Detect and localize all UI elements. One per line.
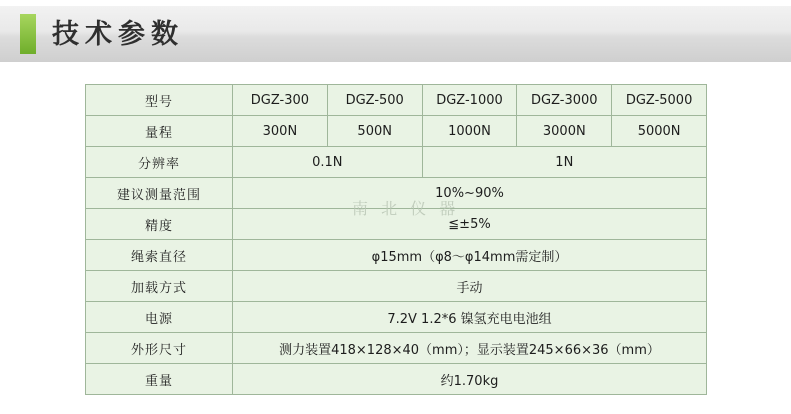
watermark-text: 南 北 仪 器 <box>352 199 460 218</box>
row-label: 绳索直径 <box>86 240 233 271</box>
table-cell: 3000N <box>517 116 612 147</box>
row-label: 外形尺寸 <box>86 333 233 364</box>
page-header <box>0 6 791 62</box>
table-cell: 测力装置418×128×40（mm）；显示装置245×66×36（mm） <box>233 333 707 364</box>
table-row <box>86 302 707 333</box>
table-row <box>86 271 707 302</box>
header-accent-bar <box>20 14 36 54</box>
table-cell: 1000N <box>422 116 517 147</box>
table-row <box>86 209 707 240</box>
table-cell: DGZ-5000 <box>612 85 707 116</box>
row-label: 精度 <box>86 209 233 240</box>
spec-table-container <box>85 84 707 395</box>
table-cell: DGZ-3000 <box>517 85 612 116</box>
row-label: 型号 <box>86 85 233 116</box>
table-cell: DGZ-300 <box>233 85 328 116</box>
page-title: 技术参数 <box>52 18 184 50</box>
table-row <box>86 147 707 178</box>
table-row <box>86 85 707 116</box>
row-label: 分辨率 <box>86 147 233 178</box>
table-cell: DGZ-1000 <box>422 85 517 116</box>
table-cell: 10%~90% <box>233 178 707 209</box>
table-cell: 500N <box>327 116 422 147</box>
row-label: 加载方式 <box>86 271 233 302</box>
table-row <box>86 333 707 364</box>
spec-table <box>85 84 707 395</box>
table-cell: 5000N <box>612 116 707 147</box>
table-cell: DGZ-500 <box>327 85 422 116</box>
table-cell: 1N <box>422 147 706 178</box>
row-label: 量程 <box>86 116 233 147</box>
table-cell: φ15mm（φ8～φ14mm需定制） <box>233 240 707 271</box>
table-cell: 0.1N <box>233 147 423 178</box>
row-label: 建议测量范围 <box>86 178 233 209</box>
row-label: 重量 <box>86 364 233 395</box>
table-cell: 手动 <box>233 271 707 302</box>
table-cell: 300N <box>233 116 328 147</box>
table-row <box>86 240 707 271</box>
table-cell: 7.2V 1.2*6 镍氢充电电池组 <box>233 302 707 333</box>
row-label: 电源 <box>86 302 233 333</box>
table-row <box>86 116 707 147</box>
table-cell: 约1.70kg <box>233 364 707 395</box>
table-cell: ≦±5% <box>233 209 707 240</box>
table-row <box>86 364 707 395</box>
table-row <box>86 178 707 209</box>
